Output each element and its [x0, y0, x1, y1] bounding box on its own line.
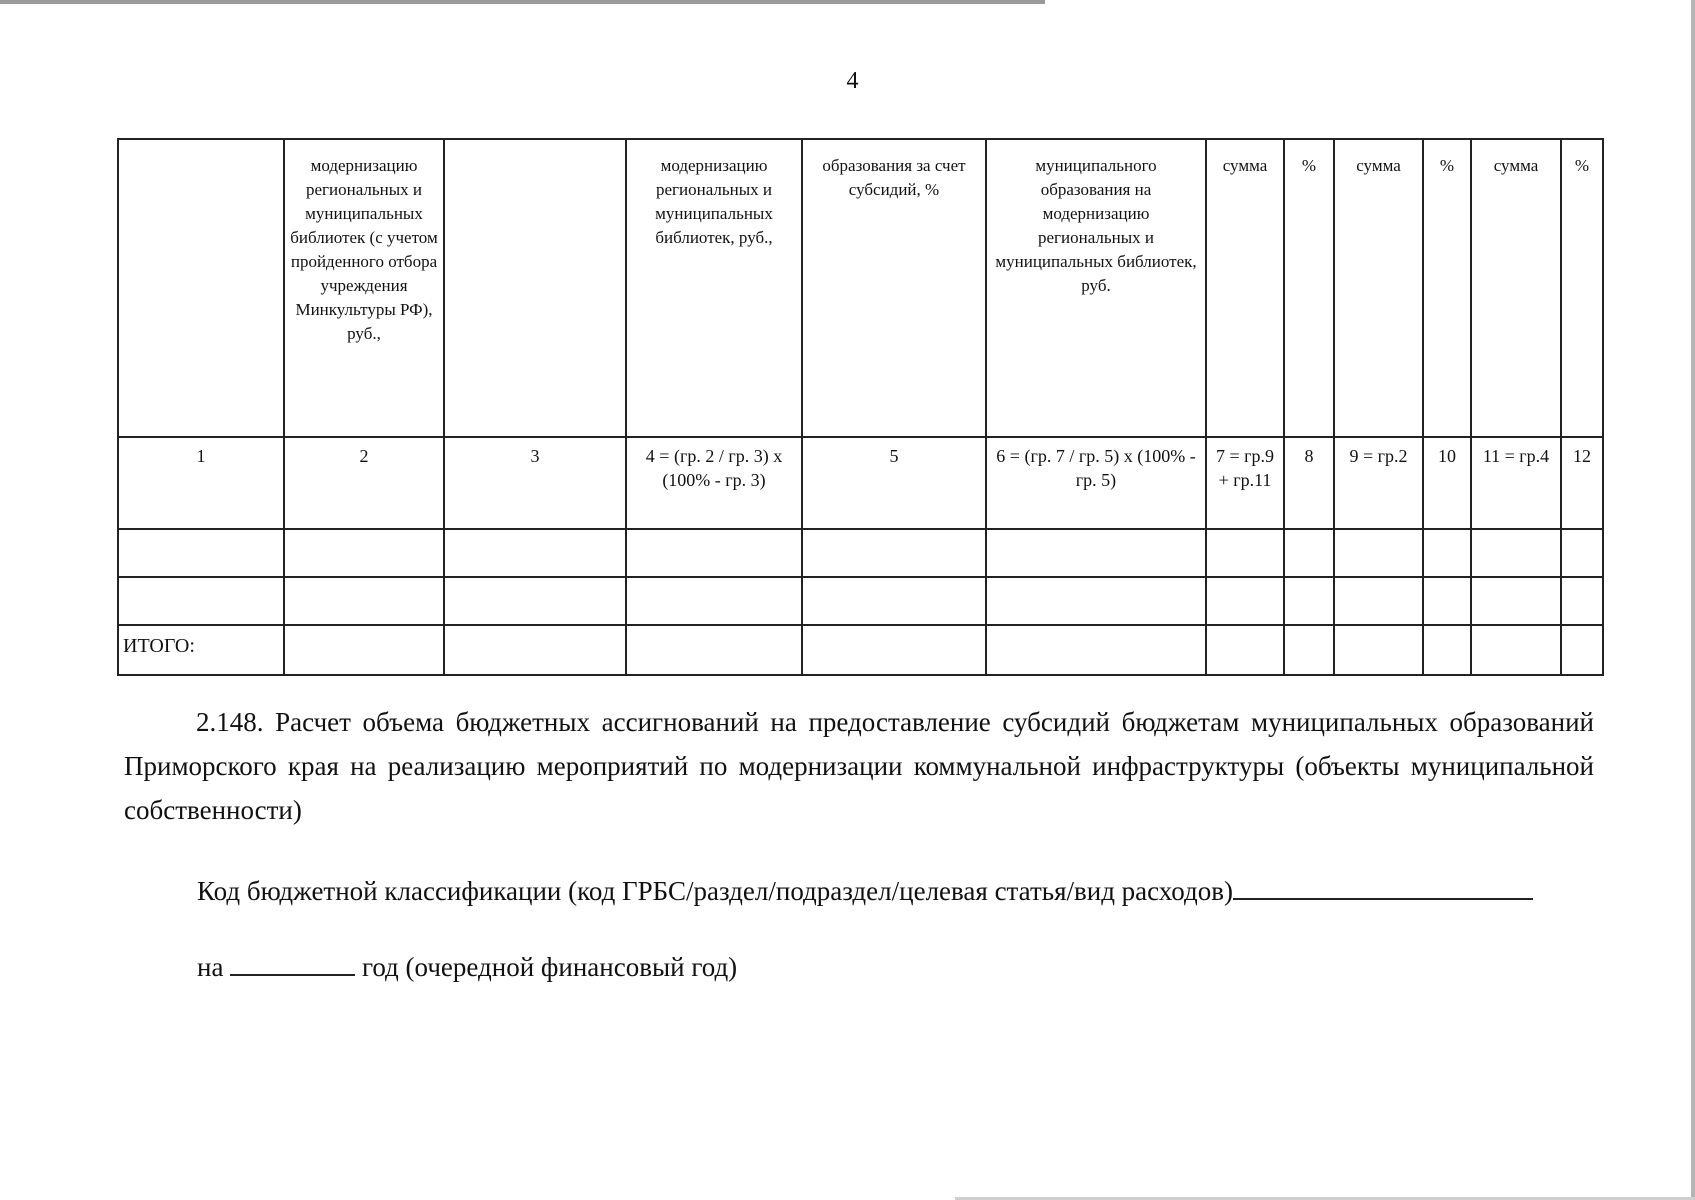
- header-cell: %: [1423, 139, 1471, 437]
- empty-cell: [1561, 625, 1603, 675]
- empty-cell: [444, 625, 626, 675]
- empty-cell: [986, 577, 1206, 625]
- empty-cell: [802, 529, 986, 577]
- column-number-cell: 2: [284, 437, 444, 529]
- empty-cell: [802, 577, 986, 625]
- empty-cell: [1423, 625, 1471, 675]
- year-blank-field[interactable]: [230, 952, 355, 976]
- scan-edge-top: [0, 0, 1045, 4]
- empty-cell: [1561, 577, 1603, 625]
- column-number-cell: 10: [1423, 437, 1471, 529]
- column-number-cell: 5: [802, 437, 986, 529]
- empty-cell: [986, 625, 1206, 675]
- kbk-blank-field[interactable]: [1233, 876, 1533, 900]
- empty-cell: [1471, 529, 1561, 577]
- header-cell: %: [1284, 139, 1334, 437]
- empty-cell: [1284, 577, 1334, 625]
- section-heading: 2.148. Расчет объема бюджетных ассигнований на предоставление субсидий бюджетам муниципальных образований Приморского края на реализацию мероприятий по модернизации коммунальной инфраструктуры (объекты муниципальной собственности): [124, 707, 1594, 825]
- empty-cell: [626, 625, 802, 675]
- year-prefix: на: [197, 952, 224, 982]
- empty-cell: [284, 529, 444, 577]
- kbk-label: Код бюджетной классификации (код ГРБС/раздел/подраздел/целевая статья/вид расходов): [197, 876, 1233, 906]
- column-number-cell: 9 = гр.2: [1334, 437, 1423, 529]
- header-cell: сумма: [1334, 139, 1423, 437]
- column-number-cell: 8: [1284, 437, 1334, 529]
- empty-cell: [986, 529, 1206, 577]
- header-cell: %: [1561, 139, 1603, 437]
- empty-cell: [118, 577, 284, 625]
- header-cell: сумма: [1471, 139, 1561, 437]
- column-number-cell: 11 = гр.4: [1471, 437, 1561, 529]
- empty-cell: [1334, 529, 1423, 577]
- column-number-row: [118, 437, 1603, 529]
- column-number-cell: 1: [118, 437, 284, 529]
- empty-cell: [1206, 577, 1284, 625]
- column-number-cell: 4 = (гр. 2 / гр. 3) x (100% - гр. 3): [626, 437, 802, 529]
- year-line: [197, 952, 737, 983]
- empty-cell: [1334, 577, 1423, 625]
- scan-edge-right: [1691, 0, 1695, 1200]
- column-number-cell: 12: [1561, 437, 1603, 529]
- year-suffix: год (очередной финансовый год): [361, 952, 738, 982]
- empty-cell: [1471, 625, 1561, 675]
- empty-cell: [118, 529, 284, 577]
- header-cell: модернизацию региональных и муниципальных библиотек (с учетом пройденного отбора учреждения Минкультуры РФ), руб.,: [284, 139, 444, 437]
- header-cell: образования за счет субсидий, %: [802, 139, 986, 437]
- empty-cell: [1423, 529, 1471, 577]
- column-number-cell: 6 = (гр. 7 / гр. 5) x (100% - гр. 5): [986, 437, 1206, 529]
- total-row: [118, 625, 1603, 675]
- empty-cell: [1206, 529, 1284, 577]
- empty-cell: [1206, 625, 1284, 675]
- budget-table: [117, 138, 1604, 676]
- header-cell: сумма: [1206, 139, 1284, 437]
- empty-cell: [444, 577, 626, 625]
- empty-cell: [626, 529, 802, 577]
- empty-cell: [1471, 577, 1561, 625]
- page-number: 4: [846, 68, 859, 94]
- empty-cell: [1284, 625, 1334, 675]
- empty-cell: [1561, 529, 1603, 577]
- empty-cell: [1423, 577, 1471, 625]
- header-cell: [444, 139, 626, 437]
- empty-cell: [284, 577, 444, 625]
- empty-cell: [1284, 529, 1334, 577]
- empty-table-row: [118, 529, 1603, 577]
- header-cell: модернизацию региональных и муниципальных библиотек, руб.,: [626, 139, 802, 437]
- total-label: ИТОГО:: [118, 625, 284, 675]
- empty-cell: [284, 625, 444, 675]
- empty-cell: [444, 529, 626, 577]
- empty-table-row: [118, 577, 1603, 625]
- empty-cell: [1334, 625, 1423, 675]
- empty-cell: [626, 577, 802, 625]
- table-header-row: [118, 139, 1603, 437]
- kbk-line: [197, 876, 1533, 907]
- header-cell: [118, 139, 284, 437]
- empty-cell: [802, 625, 986, 675]
- column-number-cell: 3: [444, 437, 626, 529]
- header-cell: муниципального образования на модернизацию региональных и муниципальных библиотек, руб.: [986, 139, 1206, 437]
- column-number-cell: 7 = гр.9 + гр.11: [1206, 437, 1284, 529]
